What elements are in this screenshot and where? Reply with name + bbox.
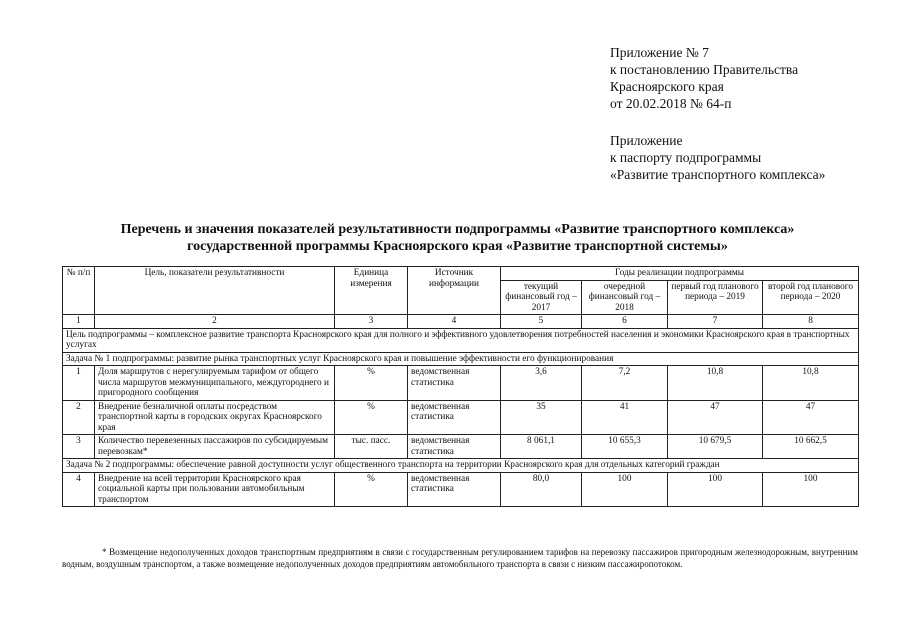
indicator-unit: % [335, 400, 408, 435]
title-line-2: государственной программы Красноярского края «Развитие транспортной системы» [187, 239, 728, 254]
task-row [63, 352, 859, 366]
row-number: 2 [63, 400, 95, 435]
appendix-line: к паспорту подпрограммы [610, 150, 762, 165]
title-line-1: Перечень и значения показателей результативности подпрограммы «Развитие транспортного комплекса» [120, 222, 795, 237]
col-number: 4 [408, 315, 501, 329]
value-2018: 100 [582, 472, 668, 507]
header-goal: Цель, показатели результативности [95, 267, 335, 315]
col-number: 6 [582, 315, 668, 329]
row-number: 1 [63, 366, 95, 401]
header-unit: Единица измерения [335, 267, 408, 315]
value-2019: 100 [668, 472, 763, 507]
value-2018: 7,2 [582, 366, 668, 401]
col-number: 1 [63, 315, 95, 329]
appendix-line: от 20.02.2018 № 64-п [610, 96, 732, 111]
table-row [63, 435, 859, 459]
col-number: 5 [501, 315, 582, 329]
value-2019: 10 679,5 [668, 435, 763, 459]
table-row [63, 366, 859, 401]
indicator-name: Доля маршрутов с нерегулируемым тарифом от общего числа маршрутов межмуниципального, междугороднего и пригородного сообщения [95, 366, 335, 401]
indicator-unit: % [335, 366, 408, 401]
appendix-line: Приложение [610, 133, 683, 148]
value-2018: 10 655,3 [582, 435, 668, 459]
indicator-source: ведомственная статистика [408, 366, 501, 401]
indicators-table [62, 266, 859, 507]
value-2019: 47 [668, 400, 763, 435]
goal-row [63, 328, 859, 352]
document-title [60, 221, 855, 255]
row-number: 3 [63, 435, 95, 459]
task-row [63, 459, 859, 473]
indicator-name: Количество перевезенных пассажиров по субсидируемым перевозкам* [95, 435, 335, 459]
header-year-2018: очередной финансовый год – 2018 [582, 280, 668, 315]
indicator-source: ведомственная статистика [408, 435, 501, 459]
appendix-block-bottom [610, 132, 825, 183]
header-year-2017: текущий финансовый год – 2017 [501, 280, 582, 315]
value-2020: 10 662,5 [763, 435, 859, 459]
goal-text: Цель подпрограммы – комплексное развитие транспорта Красноярского края для полного и эффективного удовлетворения потребностей населения и экономики Красноярского края в транспортных услугах [63, 328, 859, 352]
appendix-line: «Развитие транспортного комплекса» [610, 167, 826, 182]
value-2017: 35 [501, 400, 582, 435]
table-row [63, 400, 859, 435]
appendix-line: к постановлению Правительства [610, 62, 799, 77]
value-2020: 47 [763, 400, 859, 435]
indicator-unit: % [335, 472, 408, 507]
appendix-line: Приложение № 7 [610, 45, 709, 60]
header-year-2019: первый год планового периода – 2019 [668, 280, 763, 315]
value-2018: 41 [582, 400, 668, 435]
task-1-text: Задача № 1 подпрограммы: развитие рынка транспортных услуг Красноярского края и повышение эффективности его функционирования [63, 352, 859, 366]
col-number: 7 [668, 315, 763, 329]
value-2019: 10,8 [668, 366, 763, 401]
header-row [63, 267, 859, 281]
table-row [63, 472, 859, 507]
value-2020: 100 [763, 472, 859, 507]
appendix-block-top [610, 44, 798, 112]
indicator-source: ведомственная статистика [408, 472, 501, 507]
task-2-text: Задача № 2 подпрограммы: обеспечение равной доступности услуг общественного транспорта на территории Красноярского края для отдельных категорий граждан [63, 459, 859, 473]
column-numbers-row [63, 315, 859, 329]
indicator-unit: тыс. пасс. [335, 435, 408, 459]
col-number: 3 [335, 315, 408, 329]
footnote: * Возмещение недополученных доходов транспортным предприятиям в связи с государственным регулированием тарифов на перевозку пассажиров пригородным железнодорожным, внутренним водным, воздушным транспортом, а также возмещение недополученных доходов предприятиям автомобильного транспорта в связи с низким пассажиропотоком. [62, 547, 858, 569]
col-number: 8 [763, 315, 859, 329]
col-number: 2 [95, 315, 335, 329]
value-2017: 80,0 [501, 472, 582, 507]
value-2017: 8 061,1 [501, 435, 582, 459]
value-2020: 10,8 [763, 366, 859, 401]
indicator-source: ведомственная статистика [408, 400, 501, 435]
indicator-name: Внедрение безналичной оплаты посредством транспортной карты в городских округах Красноярского края [95, 400, 335, 435]
header-years: Годы реализации подпрограммы [501, 267, 859, 281]
header-num: № п/п [63, 267, 95, 315]
row-number: 4 [63, 472, 95, 507]
indicator-name: Внедрение на всей территории Красноярского края социальной карты при пользовании автомобильным транспортом [95, 472, 335, 507]
header-source: Источник информации [408, 267, 501, 315]
value-2017: 3,6 [501, 366, 582, 401]
header-year-2020: второй год планового периода – 2020 [763, 280, 859, 315]
appendix-line: Красноярского края [610, 79, 724, 94]
